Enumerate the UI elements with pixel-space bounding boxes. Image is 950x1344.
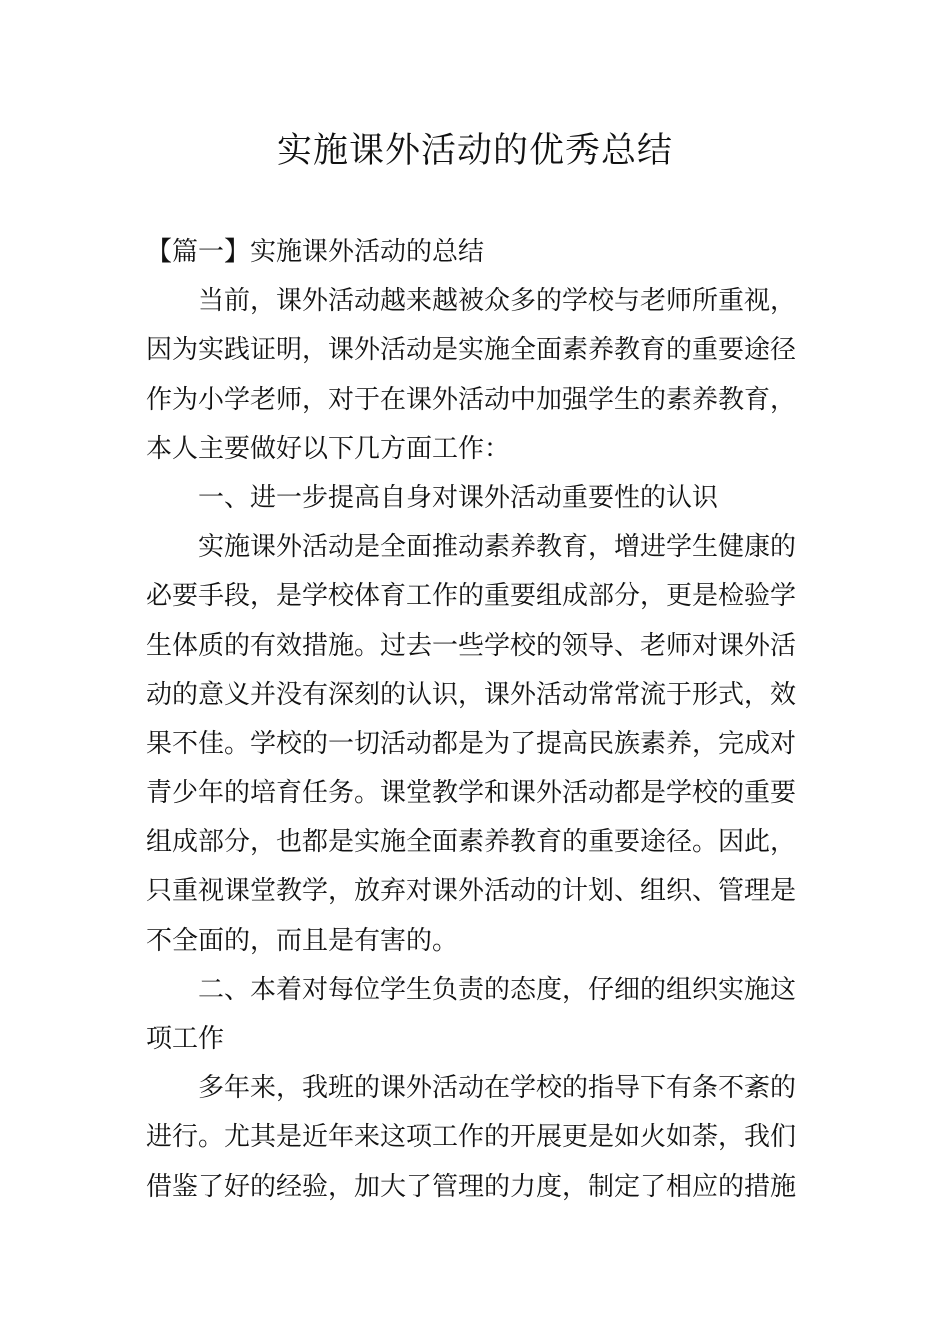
document-body — [146, 228, 806, 1212]
text-line: 只重视课堂教学，放弃对课外活动的计划、组织、管理是 — [146, 876, 797, 907]
text-line: 进行。尤其是近年来这项工作的开展更是如火如荼，我们 — [146, 1122, 797, 1153]
text-line: 青少年的培育任务。课堂教学和课外活动都是学校的重要 — [146, 778, 797, 809]
text-line: 不全面的，而且是有害的。 — [146, 925, 459, 956]
text-line: 二、本着对每位学生负责的态度，仔细的组织实施这 — [198, 974, 797, 1005]
text-line: 借鉴了好的经验，加大了管理的力度，制定了相应的措施 — [146, 1171, 797, 1202]
text-line: 本人主要做好以下几方面工作： — [146, 433, 511, 464]
text-line: 作为小学老师，对于在课外活动中加强学生的素养教育， — [146, 384, 797, 415]
text-line: 生体质的有效措施。过去一些学校的领导、老师对课外活 — [146, 630, 797, 661]
text-line: 因为实践证明，课外活动是实施全面素养教育的重要途径 — [146, 335, 797, 366]
text-line: 动的意义并没有深刻的认识，课外活动常常流于形式，效 — [146, 679, 797, 710]
text-line: 【篇一】实施课外活动的总结 — [146, 237, 485, 267]
text-line: 果不佳。学校的一切活动都是为了提高民族素养，完成对 — [146, 728, 797, 759]
text-line: 当前，课外活动越来越被众多的学校与老师所重视， — [198, 286, 797, 317]
text-line: 实施课外活动是全面推动素养教育，增进学生健康的 — [198, 532, 797, 563]
text-line: 必要手段，是学校体育工作的重要组成部分，更是检验学 — [146, 581, 797, 612]
document-title: 实施课外活动的优秀总结 — [276, 131, 673, 171]
text-line: 项工作 — [146, 1024, 225, 1054]
text-line: 组成部分，也都是实施全面素养教育的重要途径。因此， — [146, 827, 797, 858]
text-line: 多年来，我班的课外活动在学校的指导下有条不紊的 — [198, 1073, 797, 1104]
text-line: 一、进一步提高自身对课外活动重要性的认识 — [198, 482, 719, 513]
